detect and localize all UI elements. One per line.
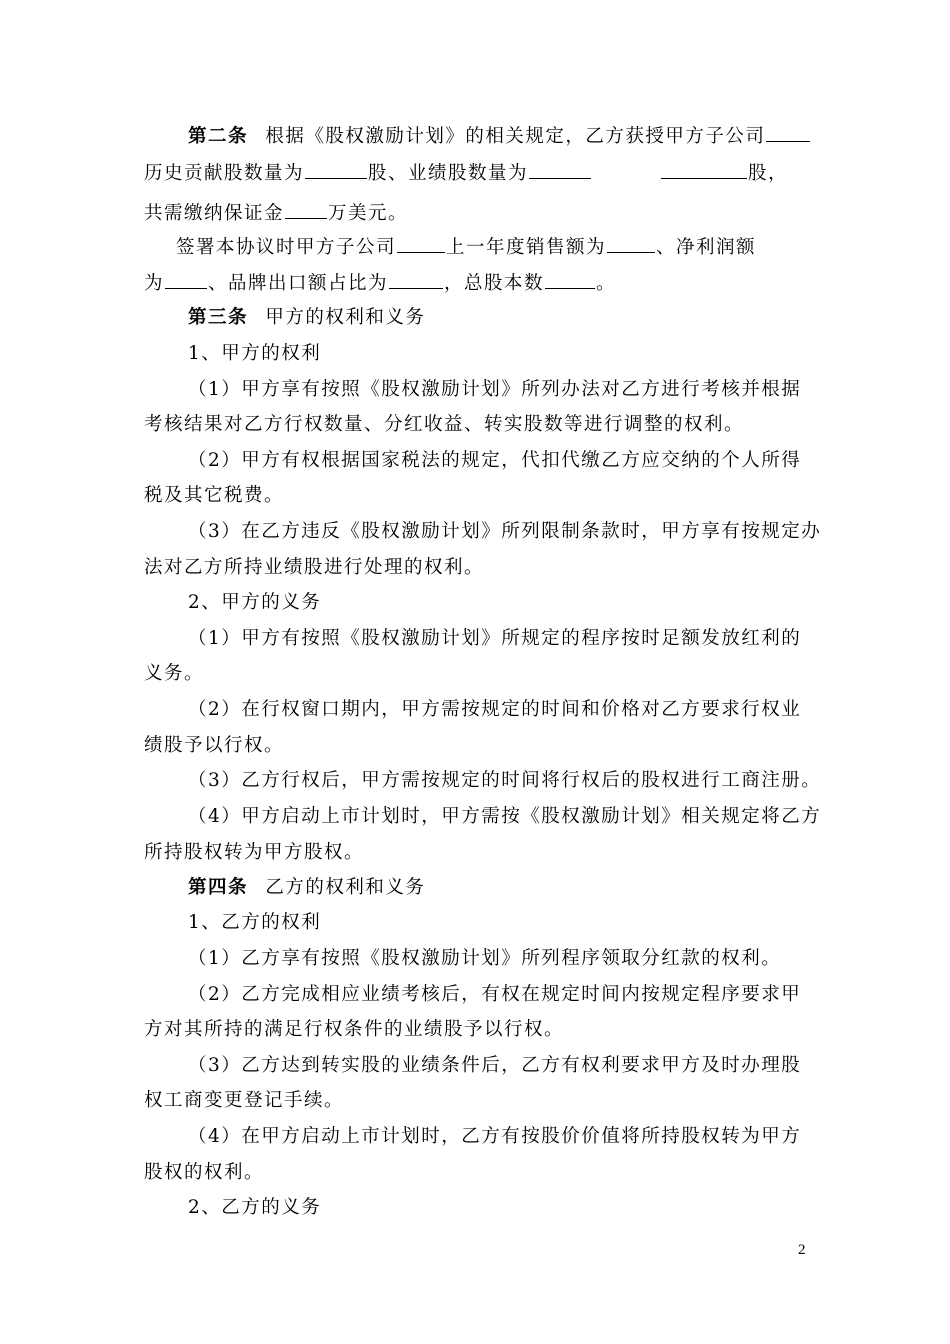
- article3-r3-line2: 法对乙方所持业绩股进行处理的权利。: [144, 557, 485, 578]
- article3-r1-line1: （1）甲方享有按照《股权激励计划》所列办法对乙方进行考核并根据: [188, 379, 802, 400]
- article2-heading: 第二条: [188, 126, 249, 147]
- article2-text-5c: ，总股本数: [444, 273, 545, 294]
- page-number: 2: [798, 1242, 806, 1258]
- blank-performance-shares-2: [661, 160, 747, 179]
- article4-r2-line2: 方对其所持的满足行权条件的业绩股予以行权。: [144, 1019, 565, 1040]
- article3-d4-line2: 所持股权转为甲方股权。: [144, 842, 365, 863]
- article2-text-2b: 股、业绩股数量为: [368, 163, 529, 184]
- blank-sales: [607, 234, 655, 253]
- article3-r2-line1: （2）甲方有权根据国家税法的规定，代扣代缴乙方应交纳的个人所得: [188, 450, 802, 471]
- article4-r1-line1: （1）乙方享有按照《股权激励计划》所列程序领取分红款的权利。: [188, 948, 782, 969]
- article4-r3-line1: （3）乙方达到转实股的业绩条件后，乙方有权利要求甲方及时办理股: [188, 1055, 802, 1076]
- article3-heading: 第三条: [188, 307, 249, 328]
- article4-rights-title: 1、乙方的权利: [188, 912, 322, 933]
- article4-r4-line1: （4）在甲方启动上市计划时，乙方有按股价价值将所持股权转为甲方: [188, 1126, 802, 1147]
- article3-d2-line1: （2）在行权窗口期内，甲方需按规定的时间和价格对乙方要求行权业: [188, 699, 802, 720]
- article2-text-2a: 历史贡献股数量为: [144, 163, 305, 184]
- blank-export-ratio: [389, 270, 443, 289]
- blank-subsidiary-2: [397, 234, 445, 253]
- blank-subsidiary: [766, 123, 810, 142]
- article2-text-4b: 上一年度销售额为: [446, 237, 607, 258]
- article4-heading: 第四条: [188, 877, 249, 898]
- article3-title: 甲方的权利和义务: [265, 307, 426, 328]
- article3-d3-line1: （3）乙方行权后，甲方需按规定的时间将行权后的股权进行工商注册。: [188, 770, 822, 791]
- article2-line4: [176, 234, 756, 261]
- article2-text-4c: 、净利润额: [656, 237, 757, 258]
- article2-line5: [144, 270, 616, 297]
- article3-d2-line2: 绩股予以行权。: [144, 735, 285, 756]
- article4-title: 乙方的权利和义务: [265, 877, 426, 898]
- article4-r2-line1: （2）乙方完成相应业绩考核后，有权在规定时间内按规定程序要求甲: [188, 984, 802, 1005]
- blank-deposit: [285, 200, 327, 219]
- article2-line2: [144, 160, 788, 187]
- article2-line1: [188, 123, 811, 150]
- blank-performance-shares-1: [529, 160, 591, 179]
- article2-text-5d: 。: [596, 273, 617, 294]
- article2-text-5b: 、品牌出口额占比为: [208, 273, 389, 294]
- article2-text-5a: 为: [144, 273, 165, 294]
- article4-r3-line2: 权工商变更登记手续。: [144, 1090, 345, 1111]
- article3-r1-line2: 考核结果对乙方行权数量、分红收益、转实股数等进行调整的权利。: [144, 414, 745, 435]
- article3-d1-line2: 义务。: [144, 663, 205, 684]
- article3-d4-line1: （4）甲方启动上市计划时，甲方需按《股权激励计划》相关规定将乙方: [188, 806, 822, 827]
- blank-total-shares: [545, 270, 595, 289]
- article2-text-3a: 共需缴纳保证金: [144, 203, 285, 224]
- article4-duties-title: 2、乙方的义务: [188, 1197, 322, 1218]
- article4-r4-line2: 股权的权利。: [144, 1162, 265, 1183]
- article2-text-1: 根据《股权激励计划》的相关规定，乙方获授甲方子公司: [265, 126, 766, 147]
- article2-text-4a: 签署本协议时甲方子公司: [176, 237, 397, 258]
- article3-r2-line2: 税及其它税费。: [144, 485, 285, 506]
- article3-d1-line1: （1）甲方有按照《股权激励计划》所规定的程序按时足额发放红利的: [188, 628, 802, 649]
- article3-r3-line1: （3）在乙方违反《股权激励计划》所列限制条款时，甲方享有按规定办: [188, 521, 822, 542]
- blank-net-profit: [165, 270, 207, 289]
- article2-text-2c: 股，: [748, 163, 789, 184]
- article2-line3: [144, 200, 408, 227]
- blank-history-shares: [305, 160, 367, 179]
- article3-duties-title: 2、甲方的义务: [188, 592, 322, 613]
- article2-text-3b: 万美元。: [328, 203, 409, 224]
- article3-rights-title: 1、甲方的权利: [188, 343, 322, 364]
- article3-heading-line: [188, 305, 425, 331]
- article4-heading-line: [188, 875, 425, 901]
